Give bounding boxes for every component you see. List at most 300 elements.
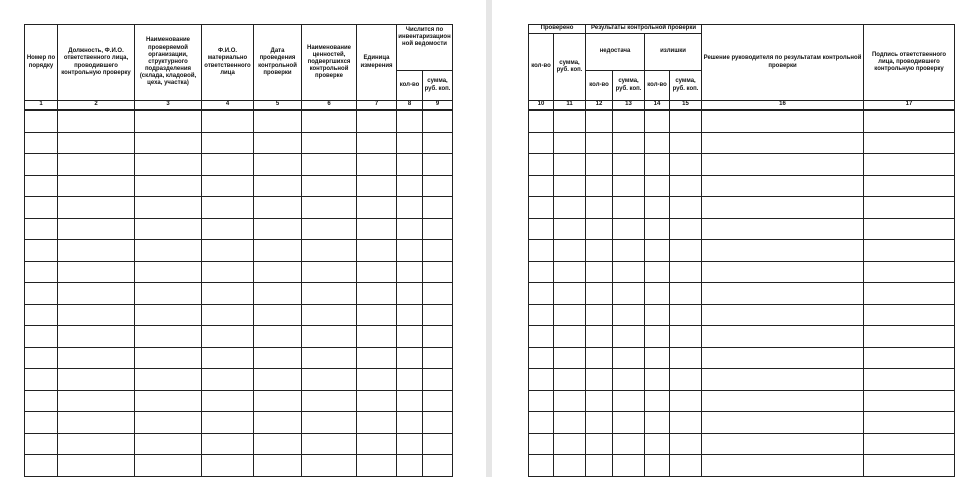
empty-cell — [302, 455, 357, 477]
empty-cell — [529, 412, 554, 434]
empty-cell — [135, 347, 202, 369]
column-number: 2 — [58, 101, 135, 111]
empty-cell — [645, 369, 670, 391]
empty-cell — [529, 390, 554, 412]
empty-cell — [357, 175, 397, 197]
table-row — [529, 433, 955, 455]
left-page — [0, 0, 486, 477]
empty-cell — [397, 304, 423, 326]
empty-cell — [254, 433, 302, 455]
header-liable-person: Ф.И.О. материально ответственного лица — [202, 25, 254, 101]
table-row — [529, 154, 955, 176]
empty-cell — [254, 132, 302, 154]
empty-cell — [302, 347, 357, 369]
column-number-row — [25, 101, 453, 111]
table-row — [25, 110, 453, 132]
empty-cell — [864, 175, 955, 197]
empty-cell — [25, 218, 58, 240]
empty-cell — [423, 455, 453, 477]
empty-cell — [702, 283, 864, 305]
empty-cell — [25, 390, 58, 412]
empty-cell — [554, 154, 586, 176]
empty-cell — [302, 304, 357, 326]
column-number: 10 — [529, 101, 554, 111]
empty-cell — [357, 261, 397, 283]
empty-cell — [864, 412, 955, 434]
column-number-row — [529, 101, 955, 111]
empty-cell — [357, 433, 397, 455]
empty-cell — [670, 412, 702, 434]
empty-cell — [135, 455, 202, 477]
empty-cell — [302, 390, 357, 412]
empty-cell — [586, 412, 613, 434]
empty-cell — [613, 110, 645, 132]
empty-cell — [670, 390, 702, 412]
empty-cell — [554, 218, 586, 240]
empty-cell — [613, 132, 645, 154]
empty-cell — [58, 390, 135, 412]
empty-cell — [613, 197, 645, 219]
empty-cell — [58, 154, 135, 176]
empty-cell — [302, 326, 357, 348]
empty-cell — [357, 240, 397, 262]
empty-cell — [254, 197, 302, 219]
empty-cell — [254, 175, 302, 197]
empty-cell — [586, 110, 613, 132]
table-row — [25, 218, 453, 240]
column-number: 4 — [202, 101, 254, 111]
empty-cell — [586, 261, 613, 283]
empty-cell — [25, 261, 58, 283]
column-number: 13 — [613, 101, 645, 111]
empty-cell — [702, 304, 864, 326]
empty-cell — [613, 412, 645, 434]
header-unit: Единица измерения — [357, 25, 397, 101]
table-row — [529, 197, 955, 219]
empty-cell — [613, 283, 645, 305]
table-row — [25, 154, 453, 176]
empty-cell — [302, 110, 357, 132]
table-row — [529, 240, 955, 262]
table-row — [25, 455, 453, 477]
empty-cell — [302, 154, 357, 176]
empty-cell — [645, 261, 670, 283]
empty-cell — [670, 304, 702, 326]
empty-cell — [554, 412, 586, 434]
empty-cell — [135, 218, 202, 240]
empty-cell — [864, 240, 955, 262]
empty-cell — [58, 132, 135, 154]
empty-cell — [202, 110, 254, 132]
table-row — [529, 261, 955, 283]
empty-cell — [135, 390, 202, 412]
empty-cell — [397, 197, 423, 219]
empty-cell — [135, 326, 202, 348]
empty-cell — [702, 240, 864, 262]
empty-cell — [423, 175, 453, 197]
empty-cell — [670, 433, 702, 455]
empty-cell — [864, 197, 955, 219]
table-row — [529, 347, 955, 369]
empty-cell — [397, 390, 423, 412]
empty-cell — [397, 433, 423, 455]
empty-cell — [357, 326, 397, 348]
empty-cell — [254, 455, 302, 477]
empty-cell — [254, 154, 302, 176]
empty-cell — [202, 369, 254, 391]
empty-cell — [58, 110, 135, 132]
empty-cell — [702, 326, 864, 348]
empty-cell — [529, 261, 554, 283]
empty-cell — [254, 261, 302, 283]
empty-cell — [613, 455, 645, 477]
empty-cell — [554, 240, 586, 262]
empty-cell — [529, 218, 554, 240]
empty-cell — [586, 347, 613, 369]
empty-cell — [670, 455, 702, 477]
empty-cell — [254, 304, 302, 326]
empty-cell — [25, 110, 58, 132]
empty-cell — [554, 261, 586, 283]
empty-cell — [254, 218, 302, 240]
empty-cell — [397, 218, 423, 240]
empty-cell — [58, 218, 135, 240]
empty-cell — [554, 433, 586, 455]
empty-cell — [645, 197, 670, 219]
column-number: 15 — [670, 101, 702, 111]
table-row — [25, 304, 453, 326]
column-number: 5 — [254, 101, 302, 111]
empty-cell — [586, 304, 613, 326]
header-shortage-sum: сумма, руб. коп. — [613, 71, 645, 101]
empty-cell — [586, 175, 613, 197]
empty-cell — [864, 326, 955, 348]
empty-cell — [357, 218, 397, 240]
table-row — [529, 326, 955, 348]
empty-cell — [423, 412, 453, 434]
empty-cell — [645, 110, 670, 132]
empty-cell — [25, 283, 58, 305]
empty-cell — [670, 154, 702, 176]
empty-cell — [864, 154, 955, 176]
empty-cell — [864, 455, 955, 477]
empty-cell — [670, 326, 702, 348]
empty-cell — [357, 132, 397, 154]
empty-cell — [25, 455, 58, 477]
table-row — [25, 369, 453, 391]
empty-cell — [613, 326, 645, 348]
empty-cell — [135, 283, 202, 305]
empty-cell — [423, 283, 453, 305]
empty-cell — [397, 110, 423, 132]
empty-cell — [135, 412, 202, 434]
empty-cell — [397, 455, 423, 477]
empty-cell — [554, 197, 586, 219]
empty-cell — [645, 218, 670, 240]
empty-cell — [864, 390, 955, 412]
empty-cell — [702, 175, 864, 197]
empty-cell — [645, 175, 670, 197]
empty-cell — [135, 304, 202, 326]
empty-cell — [58, 261, 135, 283]
empty-cell — [670, 347, 702, 369]
empty-cell — [645, 433, 670, 455]
table-row — [529, 455, 955, 477]
table-row — [529, 369, 955, 391]
empty-cell — [202, 347, 254, 369]
header-inventory-sum: сумма, руб. коп. — [423, 71, 453, 101]
table-row — [25, 412, 453, 434]
empty-cell — [702, 390, 864, 412]
empty-cell — [529, 154, 554, 176]
empty-cell — [397, 283, 423, 305]
empty-cell — [554, 390, 586, 412]
empty-cell — [357, 369, 397, 391]
empty-cell — [645, 304, 670, 326]
empty-cell — [135, 261, 202, 283]
empty-cell — [254, 110, 302, 132]
empty-cell — [423, 110, 453, 132]
empty-cell — [357, 347, 397, 369]
header-shortage-qty: кол-во — [586, 71, 613, 101]
empty-cell — [645, 347, 670, 369]
empty-cell — [529, 283, 554, 305]
empty-cell — [58, 369, 135, 391]
empty-cell — [645, 412, 670, 434]
empty-cell — [529, 455, 554, 477]
empty-cell — [613, 304, 645, 326]
empty-cell — [702, 369, 864, 391]
empty-cell — [58, 197, 135, 219]
empty-cell — [202, 197, 254, 219]
empty-cell — [586, 326, 613, 348]
empty-cell — [397, 154, 423, 176]
empty-cell — [254, 412, 302, 434]
empty-cell — [135, 433, 202, 455]
empty-cell — [586, 240, 613, 262]
empty-cell — [202, 261, 254, 283]
empty-cell — [397, 132, 423, 154]
empty-cell — [670, 369, 702, 391]
empty-cell — [529, 304, 554, 326]
empty-cell — [586, 132, 613, 154]
empty-cell — [864, 261, 955, 283]
empty-cell — [529, 175, 554, 197]
empty-cell — [25, 154, 58, 176]
empty-cell — [645, 283, 670, 305]
empty-cell — [202, 132, 254, 154]
table-row — [529, 283, 955, 305]
empty-cell — [613, 347, 645, 369]
table-row — [25, 197, 453, 219]
empty-cell — [397, 175, 423, 197]
empty-cell — [702, 154, 864, 176]
empty-cell — [586, 390, 613, 412]
empty-cell — [702, 433, 864, 455]
column-number: 7 — [357, 101, 397, 111]
table-row — [529, 304, 955, 326]
empty-cell — [135, 175, 202, 197]
empty-cell — [397, 326, 423, 348]
empty-cell — [586, 154, 613, 176]
empty-cell — [25, 369, 58, 391]
empty-cell — [423, 433, 453, 455]
empty-cell — [864, 110, 955, 132]
empty-cell — [529, 132, 554, 154]
empty-cell — [702, 218, 864, 240]
empty-cell — [58, 326, 135, 348]
empty-cell — [302, 369, 357, 391]
empty-cell — [135, 110, 202, 132]
empty-cell — [645, 240, 670, 262]
empty-cell — [25, 304, 58, 326]
empty-cell — [302, 218, 357, 240]
table-row — [25, 390, 453, 412]
empty-cell — [613, 154, 645, 176]
table-row — [529, 132, 955, 154]
column-number: 3 — [135, 101, 202, 111]
empty-cell — [302, 175, 357, 197]
empty-cell — [670, 240, 702, 262]
empty-cell — [554, 369, 586, 391]
empty-cell — [864, 218, 955, 240]
empty-cell — [357, 390, 397, 412]
empty-cell — [25, 132, 58, 154]
empty-cell — [864, 304, 955, 326]
table-row — [25, 240, 453, 262]
header-manager-decision: Решение руководителя по результатам контрольной проверки — [702, 25, 864, 101]
empty-cell — [302, 132, 357, 154]
table-row — [25, 347, 453, 369]
table-row — [529, 175, 955, 197]
header-signature: Подпись ответственного лица, проводившего контрольную проверку — [864, 25, 955, 101]
empty-cell — [254, 347, 302, 369]
empty-cell — [202, 326, 254, 348]
empty-cell — [586, 455, 613, 477]
empty-cell — [670, 218, 702, 240]
empty-cell — [357, 197, 397, 219]
table-row — [25, 283, 453, 305]
empty-cell — [357, 283, 397, 305]
empty-cell — [202, 433, 254, 455]
table-row — [25, 326, 453, 348]
column-number: 6 — [302, 101, 357, 111]
empty-cell — [586, 369, 613, 391]
empty-cell — [58, 304, 135, 326]
header-row-number: Номер по порядку — [25, 25, 58, 101]
header-inventory-group: Числится по инвентаризационной ведомости — [397, 25, 453, 71]
table-row — [529, 218, 955, 240]
empty-cell — [702, 132, 864, 154]
empty-cell — [864, 369, 955, 391]
empty-cell — [864, 433, 955, 455]
right-form-table — [528, 24, 955, 477]
empty-cell — [254, 390, 302, 412]
header-surplus-qty: кол-во — [645, 71, 670, 101]
header-inventory-qty: кол-во — [397, 71, 423, 101]
empty-cell — [586, 283, 613, 305]
empty-cell — [670, 261, 702, 283]
column-number: 8 — [397, 101, 423, 111]
empty-cell — [613, 261, 645, 283]
empty-cell — [135, 369, 202, 391]
empty-cell — [357, 455, 397, 477]
empty-cell — [645, 455, 670, 477]
header-responsible-person: Должность, Ф.И.О. ответственного лица, проводившего контрольную проверку — [58, 25, 135, 101]
table-row — [529, 110, 955, 132]
empty-cell — [613, 218, 645, 240]
empty-cell — [529, 347, 554, 369]
empty-cell — [135, 197, 202, 219]
header-checked-sum: сумма, руб. коп. — [554, 34, 586, 101]
empty-cell — [397, 412, 423, 434]
empty-cell — [423, 197, 453, 219]
header-results-group: Результаты контрольной проверки — [586, 25, 702, 34]
empty-cell — [58, 175, 135, 197]
empty-cell — [864, 347, 955, 369]
header-checked-qty: кол-во — [529, 34, 554, 101]
empty-cell — [670, 197, 702, 219]
column-number: 1 — [25, 101, 58, 111]
empty-cell — [135, 240, 202, 262]
header-valuables: Наименование ценностей, подвергшихся контрольной проверке — [302, 25, 357, 101]
empty-cell — [670, 283, 702, 305]
column-number: 12 — [586, 101, 613, 111]
empty-cell — [864, 283, 955, 305]
empty-cell — [202, 154, 254, 176]
empty-cell — [864, 132, 955, 154]
empty-cell — [25, 412, 58, 434]
empty-cell — [202, 240, 254, 262]
empty-cell — [423, 218, 453, 240]
empty-cell — [423, 369, 453, 391]
empty-cell — [423, 304, 453, 326]
empty-cell — [58, 412, 135, 434]
empty-cell — [254, 240, 302, 262]
empty-cell — [554, 347, 586, 369]
empty-cell — [254, 369, 302, 391]
empty-cell — [202, 175, 254, 197]
empty-cell — [645, 154, 670, 176]
column-number: 9 — [423, 101, 453, 111]
empty-cell — [302, 412, 357, 434]
empty-cell — [25, 197, 58, 219]
empty-cell — [202, 390, 254, 412]
empty-cell — [397, 261, 423, 283]
empty-cell — [645, 326, 670, 348]
empty-cell — [302, 433, 357, 455]
empty-cell — [423, 347, 453, 369]
empty-cell — [613, 369, 645, 391]
empty-cell — [25, 347, 58, 369]
empty-cell — [302, 283, 357, 305]
empty-cell — [586, 197, 613, 219]
empty-cell — [529, 197, 554, 219]
empty-cell — [670, 132, 702, 154]
empty-cell — [58, 240, 135, 262]
empty-cell — [586, 218, 613, 240]
column-number: 17 — [864, 101, 955, 111]
empty-cell — [645, 390, 670, 412]
empty-cell — [302, 240, 357, 262]
empty-cell — [423, 132, 453, 154]
empty-cell — [423, 240, 453, 262]
empty-cell — [302, 261, 357, 283]
empty-cell — [58, 433, 135, 455]
empty-cell — [670, 110, 702, 132]
empty-cell — [202, 412, 254, 434]
empty-cell — [529, 240, 554, 262]
